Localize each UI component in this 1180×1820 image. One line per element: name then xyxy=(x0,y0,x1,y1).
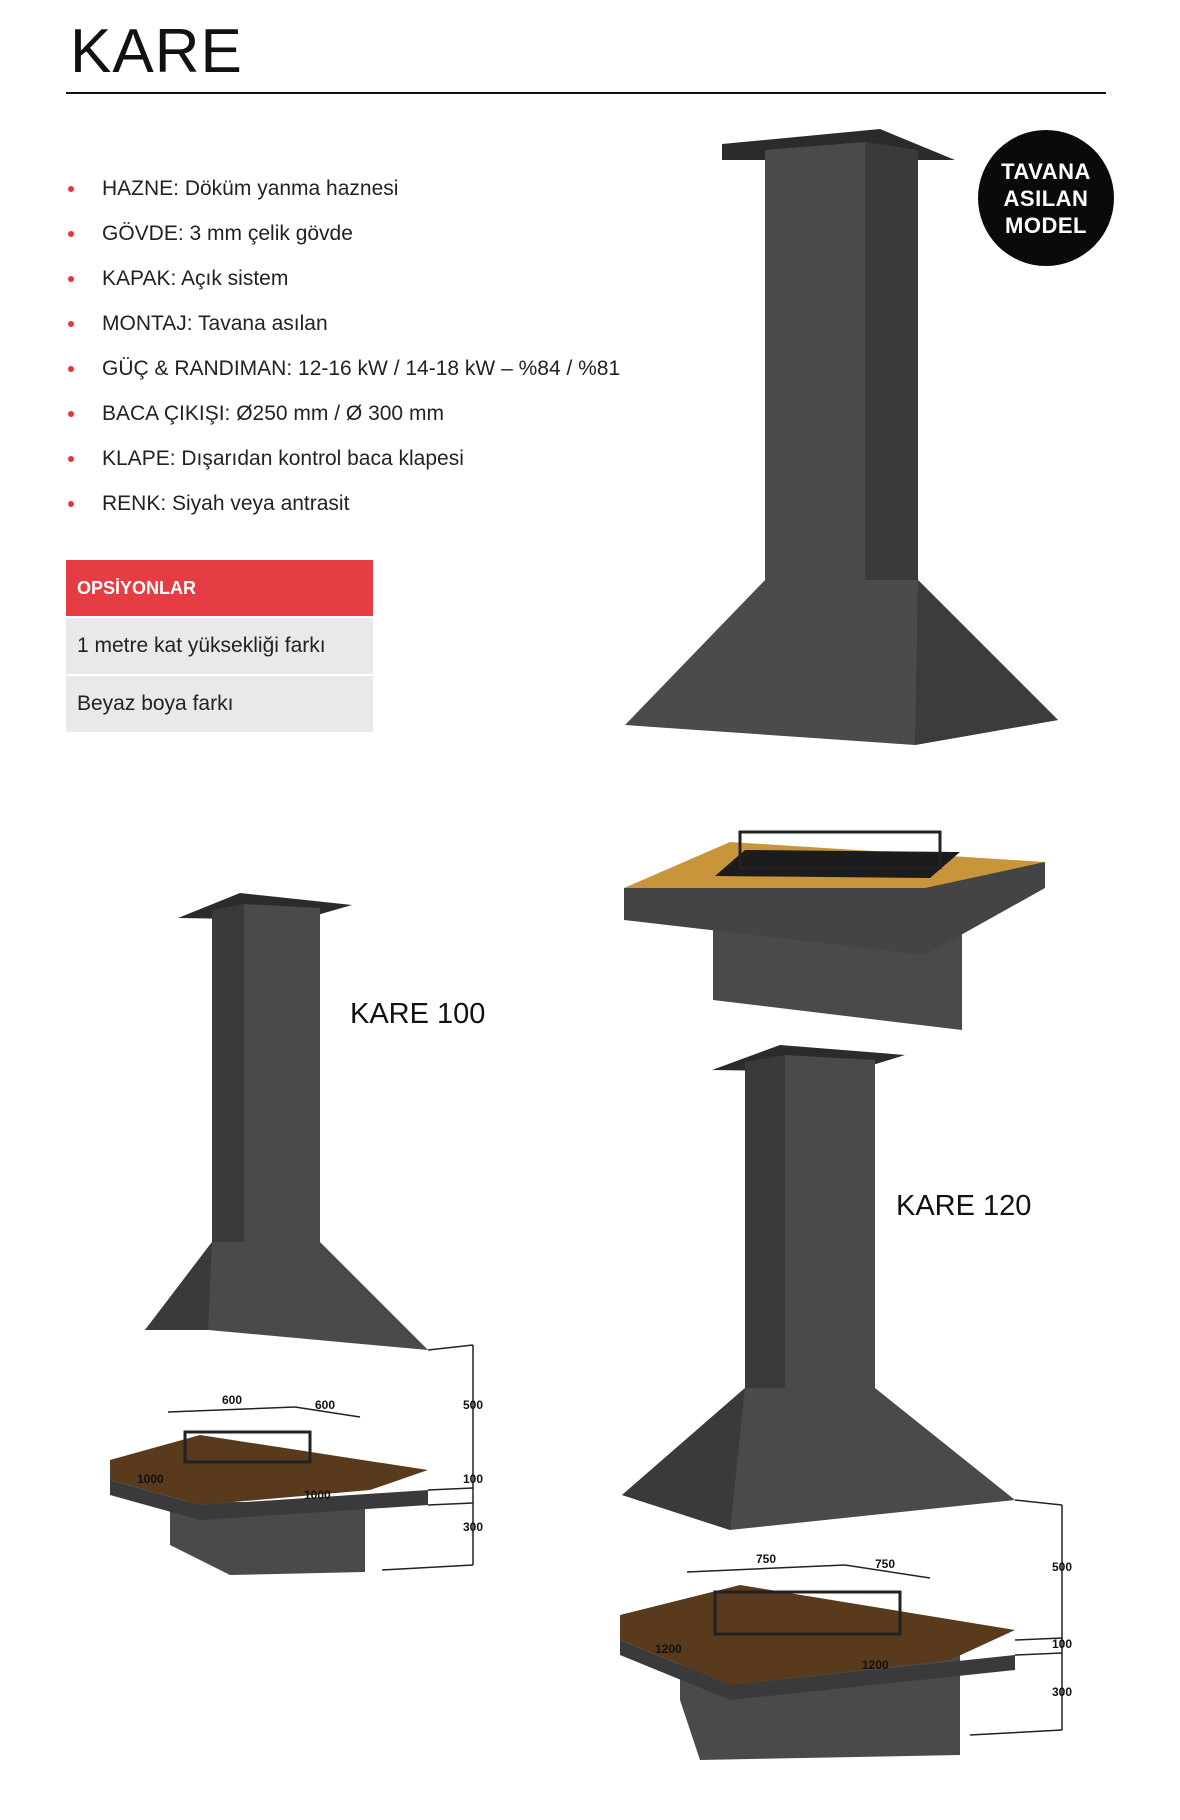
k120-dim-base-a: 1200 xyxy=(655,1642,682,1656)
badge-line: MODEL xyxy=(1005,212,1087,238)
k100-chimney-front xyxy=(244,904,320,1242)
k120-dim-width-a: 750 xyxy=(756,1552,777,1566)
spec-text: GÖVDE: 3 mm çelik gövde xyxy=(102,222,353,245)
spec-text: KLAPE: Dışarıdan kontrol baca klapesi xyxy=(102,447,464,470)
k100-dim-base-b: 1000 xyxy=(304,1488,331,1502)
kare120-illustration xyxy=(620,1045,1062,1760)
k100-dim-h2: 100 xyxy=(463,1472,484,1486)
spec-text: MONTAJ: Tavana asılan xyxy=(102,312,328,335)
hood-cone-side xyxy=(915,580,1058,745)
kare100-label: KARE 100 xyxy=(350,998,486,1030)
hood-chimney-front xyxy=(765,142,865,580)
badge-line: ASILAN xyxy=(1003,185,1089,211)
badge-line: TAVANA xyxy=(1001,158,1091,184)
options-header: OPSİYONLAR xyxy=(66,560,373,616)
k100-dim-base-a: 1000 xyxy=(137,1472,164,1486)
spec-text: GÜÇ & RANDIMAN: 12-16 kW / 14-18 kW – %84 / %81 xyxy=(102,357,621,380)
k120-dim-base-b: 1200 xyxy=(862,1658,889,1672)
k100-dim-h1: 500 xyxy=(463,1398,484,1412)
ceiling-mounted-badge xyxy=(978,130,1114,266)
k100-cone-side xyxy=(145,1242,212,1330)
k120-dim-h2: 100 xyxy=(1052,1637,1073,1651)
k100-dim-h3: 300 xyxy=(463,1520,484,1534)
hood-chimney-side xyxy=(865,142,918,580)
spec-text: KAPAK: Açık sistem xyxy=(102,267,289,290)
k100-dim-width-a: 600 xyxy=(222,1393,243,1407)
k120-dim-h1: 500 xyxy=(1052,1560,1073,1574)
firebox-opening xyxy=(715,850,960,878)
spec-text: HAZNE: Döküm yanma haznesi xyxy=(102,177,399,200)
kare120-label: KARE 120 xyxy=(896,1190,1032,1222)
option-row: 1 metre kat yüksekliği farkı xyxy=(66,616,373,674)
grill-base-illustration xyxy=(624,832,1045,1030)
k120-dim-h3: 300 xyxy=(1052,1685,1073,1699)
option-row: Beyaz boya farkı xyxy=(66,674,373,732)
spec-text: BACA ÇIKIŞI: Ø250 mm / Ø 300 mm xyxy=(102,402,444,425)
page-title: KARE xyxy=(70,17,243,86)
k120-cone-side xyxy=(622,1388,745,1530)
k120-chimney-front xyxy=(785,1055,875,1388)
k120-chimney-side xyxy=(745,1055,785,1388)
kare100-illustration xyxy=(110,893,473,1575)
k120-dim-width-b: 750 xyxy=(875,1557,896,1571)
k100-dim-width-b: 600 xyxy=(315,1398,336,1412)
spec-text: RENK: Siyah veya antrasit xyxy=(102,492,350,515)
k100-chimney-side xyxy=(212,904,244,1242)
